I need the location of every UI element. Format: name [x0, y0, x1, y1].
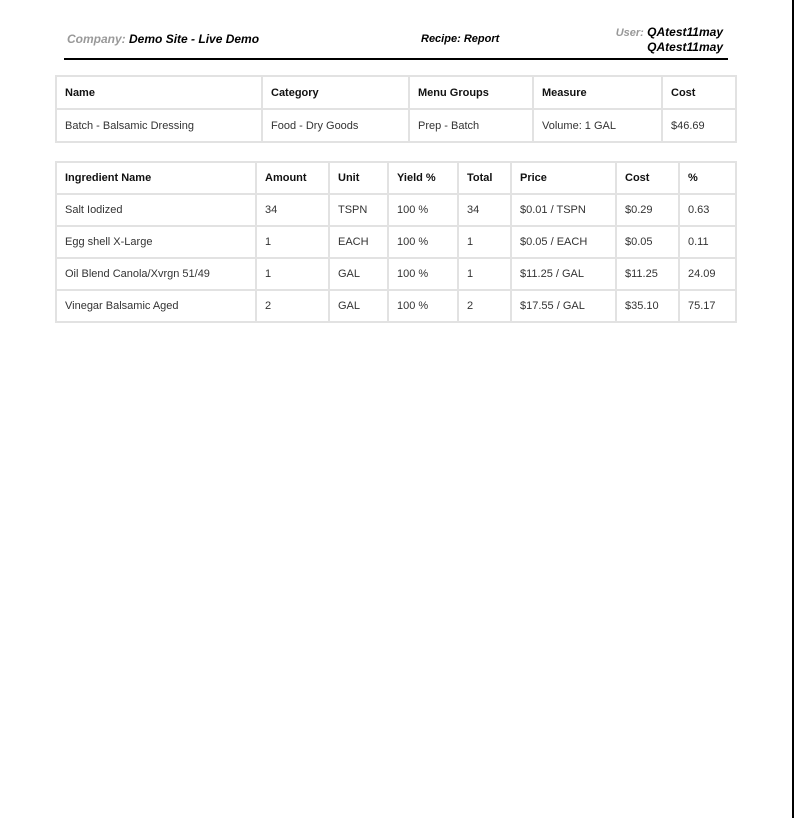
table-header-row — [56, 162, 736, 194]
table-cell: 24.09 — [679, 258, 736, 290]
recipe-menu-groups-cell: Prep - Batch — [409, 109, 533, 142]
user-value: QAtest11may — [647, 25, 723, 39]
table-row — [56, 290, 736, 322]
table-cell: 2 — [256, 290, 329, 322]
column-header: Cost — [616, 162, 679, 194]
column-header: Amount — [256, 162, 329, 194]
table-cell: 0.11 — [679, 226, 736, 258]
column-header: % — [679, 162, 736, 194]
column-header: Price — [511, 162, 616, 194]
recipe-label: Recipe: — [421, 33, 461, 45]
table-cell: $11.25 / GAL — [511, 258, 616, 290]
recipe-measure-cell: Volume: 1 GAL — [533, 109, 662, 142]
table-cell: Vinegar Balsamic Aged — [56, 290, 256, 322]
table-cell: 1 — [458, 226, 511, 258]
table-cell: $0.29 — [616, 194, 679, 226]
table-cell: 100 % — [388, 290, 458, 322]
table-row — [56, 194, 736, 226]
table-cell: 75.17 — [679, 290, 736, 322]
column-header: Cost — [662, 76, 736, 109]
recipe-info — [421, 33, 499, 45]
column-header: Ingredient Name — [56, 162, 256, 194]
user-info — [616, 25, 723, 54]
table-cell: 2 — [458, 290, 511, 322]
table-row — [56, 258, 736, 290]
table-cell: 1 — [256, 226, 329, 258]
recipe-cost-cell: $46.69 — [662, 109, 736, 142]
table-cell: 1 — [256, 258, 329, 290]
table-cell: 100 % — [388, 194, 458, 226]
ingredients-table — [55, 161, 737, 323]
table-cell: 1 — [458, 258, 511, 290]
table-row — [56, 226, 736, 258]
table-cell: $11.25 — [616, 258, 679, 290]
table-cell: 100 % — [388, 226, 458, 258]
column-header: Yield % — [388, 162, 458, 194]
table-cell: EACH — [329, 226, 388, 258]
column-header: Total — [458, 162, 511, 194]
company-value: Demo Site - Live Demo — [129, 32, 260, 46]
table-cell: Salt Iodized — [56, 194, 256, 226]
column-header: Menu Groups — [409, 76, 533, 109]
table-cell: 34 — [256, 194, 329, 226]
table-cell: $35.10 — [616, 290, 679, 322]
column-header: Category — [262, 76, 409, 109]
recipe-value: Report — [463, 33, 500, 45]
table-cell: 100 % — [388, 258, 458, 290]
recipe-name-cell: Batch - Balsamic Dressing — [56, 109, 262, 142]
user-label: User: — [615, 27, 644, 39]
table-cell: GAL — [329, 290, 388, 322]
table-cell: TSPN — [329, 194, 388, 226]
recipe-category-cell: Food - Dry Goods — [262, 109, 409, 142]
table-cell: $0.01 / TSPN — [511, 194, 616, 226]
column-header: Measure — [533, 76, 662, 109]
table-cell: $0.05 / EACH — [511, 226, 616, 258]
table-cell: Oil Blend Canola/Xvrgn 51/49 — [56, 258, 256, 290]
table-header-row — [56, 76, 736, 109]
table-cell: 34 — [458, 194, 511, 226]
table-cell: 0.63 — [679, 194, 736, 226]
recipe-summary-table — [55, 75, 737, 143]
column-header: Name — [56, 76, 262, 109]
company-label: Company: — [67, 32, 126, 46]
table-row — [56, 109, 736, 142]
user-value-secondary: QAtest11may — [647, 40, 723, 54]
table-cell: Egg shell X-Large — [56, 226, 256, 258]
column-header: Unit — [329, 162, 388, 194]
table-cell: $0.05 — [616, 226, 679, 258]
report-header — [64, 24, 728, 60]
table-cell: GAL — [329, 258, 388, 290]
table-cell: $17.55 / GAL — [511, 290, 616, 322]
company-info — [67, 32, 259, 46]
